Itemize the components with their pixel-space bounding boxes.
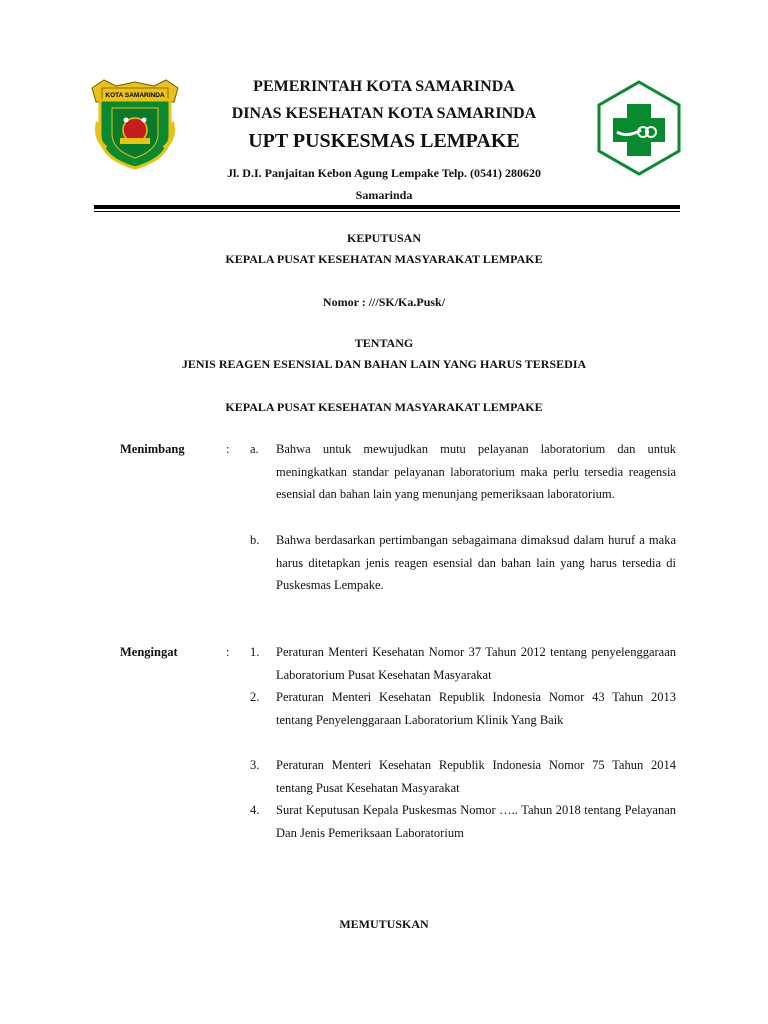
item-marker: a. <box>250 442 259 456</box>
letterhead <box>0 0 768 215</box>
mengingat-item <box>250 799 676 844</box>
item-marker: b. <box>250 533 260 547</box>
item-marker: 2. <box>250 690 260 704</box>
menimbang-item <box>250 438 676 506</box>
header-divider-thin <box>94 211 680 212</box>
decision-issuer-repeat: KEPALA PUSAT KESEHATAN MASYARAKAT LEMPAKE <box>225 400 543 414</box>
government-line: PEMERINTAH KOTA SAMARINDA <box>253 78 515 95</box>
svg-text:KOTA SAMARINDA: KOTA SAMARINDA <box>105 92 165 99</box>
item-text: Surat Keputusan Kepala Puskesmas Nomor ….. Tahun 2018 tentang Pelayanan Dan Jenis Pemeriksaan Laboratorium <box>276 803 676 840</box>
item-text: Peraturan Menteri Kesehatan Nomor 37 Tahun 2012 tentang penyelenggaraan Laboratorium Pusat Kesehatan Masyarakat <box>276 645 676 682</box>
department-line: DINAS KESEHATAN KOTA SAMARINDA <box>231 105 537 122</box>
item-text: Peraturan Menteri Kesehatan Republik Indonesia Nomor 75 Tahun 2014 tentang Pusat Kesehatan Masyarakat <box>276 758 676 795</box>
menimbang-colon: : <box>226 442 230 456</box>
city-line: Samarinda <box>355 188 413 202</box>
decision-title: KEPUTUSAN <box>346 231 421 245</box>
mengingat-item <box>250 754 676 799</box>
address-line: Jl. D.I. Panjaitan Kebon Agung Lempake Telp. (0541) 280620 <box>226 166 542 180</box>
mengingat-item <box>250 686 676 731</box>
puskesmas-logo-icon <box>597 80 681 176</box>
mengingat-label: Mengingat <box>120 645 178 659</box>
decision-subject: JENIS REAGEN ESENSIAL DAN BAHAN LAIN YANG HARUS TERSEDIA <box>181 357 587 371</box>
memutuskan-heading: MEMUTUSKAN <box>339 917 429 931</box>
puskesmas-name: UPT PUSKESMAS LEMPAKE <box>248 130 520 152</box>
menimbang-label: Menimbang <box>120 442 185 456</box>
decision-issuer: KEPALA PUSAT KESEHATAN MASYARAKAT LEMPAKE <box>225 252 543 266</box>
item-marker: 3. <box>250 758 260 772</box>
mengingat-colon: : <box>226 645 230 659</box>
item-text: Bahwa untuk mewujudkan mutu pelayanan laboratorium dan untuk meningkatkan standar pelayanan laboratorium maka perlu tersedia reagensia esensial dan bahan lain yang menunjang pemeriksaan laboratorium. <box>276 442 676 502</box>
item-text: Bahwa berdasarkan pertimbangan sebagaimana dimaksud dalam huruf a maka harus ditetapkan jenis reagen esensial dan bahan lain yang harus tersedia di Puskesmas Lempake. <box>276 533 676 593</box>
header-divider <box>94 205 680 209</box>
item-marker: 4. <box>250 803 260 817</box>
item-marker: 1. <box>250 645 260 659</box>
menimbang-item <box>250 529 676 597</box>
mengingat-item <box>250 641 676 686</box>
item-text: Peraturan Menteri Kesehatan Republik Indonesia Nomor 43 Tahun 2013 tentang Penyelenggaraan Laboratorium Klinik Yang Baik <box>276 690 676 727</box>
decision-number: Nomor : ///SK/Ka.Pusk/ <box>322 295 446 309</box>
about-label: TENTANG <box>354 336 414 350</box>
